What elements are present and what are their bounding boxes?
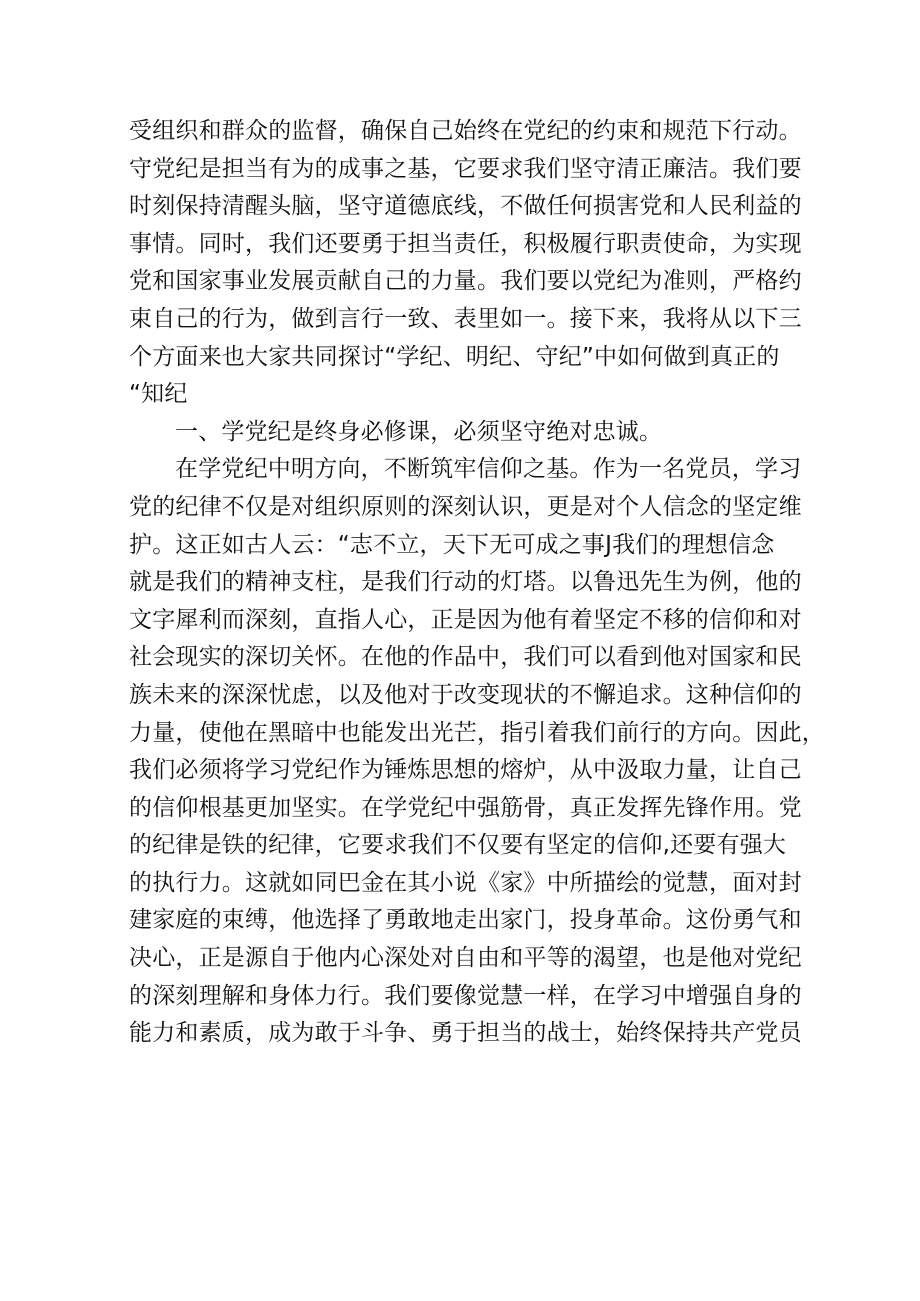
text-line: 守党纪是担当有为的成事之基，它要求我们坚守清正廉洁。我们要	[129, 155, 802, 182]
paragraph-line: 的执行力。这就如同巴金在其小说《家》中所描绘的觉慧，面对封	[129, 869, 802, 896]
paragraph-line: 力量，使他在黑暗中也能发出光芒，指引着我们前行的方向。因此，	[129, 719, 825, 746]
paragraph-line: 就是我们的精神支柱，是我们行动的灯塔。以鲁迅先生为例，他的	[129, 569, 802, 596]
text-line: 时刻保持清醒头脑，坚守道德底线，不做任何损害党和人民利益的	[129, 193, 802, 220]
paragraph-line: 的信仰根基更加坚实。在学党纪中强筋骨，真正发挥先锋作用。党	[129, 794, 802, 821]
text-line: 事情。同时，我们还要勇于担当责任，积极履行职责使命，为实现	[129, 230, 802, 257]
paragraph-line: 族未来的深深忧虑，以及他对于改变现状的不懈追求。这种信仰的	[129, 681, 802, 708]
paragraph-line: 的深刻理解和身体力行。我们要像觉慧一样，在学习中增强自身的	[129, 982, 802, 1009]
paragraph-line: 在学党纪中明方向，不断筑牢信仰之基。作为一名党员，学习	[175, 456, 802, 483]
paragraph-line: 能力和素质，成为敢于斗争、勇于担当的战士，始终保持共产党员	[129, 1020, 802, 1047]
paragraph-line: 文字犀利而深刻，直指人心，正是因为他有着坚定不移的信仰和对	[129, 606, 802, 633]
section-heading: 一、学党纪是终身必修课，必须坚守绝对忠诚。	[175, 418, 663, 445]
paragraph-line: 护。这正如古人云：“志不立，天下无可成之事J我们的理想信念	[129, 531, 775, 558]
text-line: 受组织和群众的监督，确保自己始终在党纪的约束和规范下行动。	[129, 118, 802, 144]
text-line: 党和国家事业发展贡献自己的力量。我们要以党纪为准则，严格约	[129, 268, 802, 295]
paragraph-line: 社会现实的深切关怀。在他的作品中，我们可以看到他对国家和民	[129, 644, 802, 671]
text-line: “知纪	[129, 381, 188, 408]
paragraph-line: 党的纪律不仅是对组织原则的深刻认识，更是对个人信念的坚定维	[129, 493, 802, 520]
text-line: 束自己的行为，做到言行一致、表里如一。接下来，我将从以下三	[129, 305, 802, 332]
document-body	[129, 113, 825, 1053]
text-line: 个方面来也大家共同探讨“学纪、明纪、守纪”中如何做到真正的	[129, 343, 780, 370]
paragraph-line: 的纪律是铁的纪律，它要求我们不仅要有坚定的信仰,还要有强大	[129, 832, 787, 859]
paragraph-line: 我们必须将学习党纪作为锤炼思想的熔炉，从中汲取力量，让自己	[129, 757, 802, 784]
paragraph-line: 决心，正是源自于他内心深处对自由和平等的渴望，也是他对党纪	[129, 945, 802, 972]
paragraph-line: 建家庭的束缚，他选择了勇敢地走出家门，投身革命。这份勇气和	[129, 907, 802, 934]
